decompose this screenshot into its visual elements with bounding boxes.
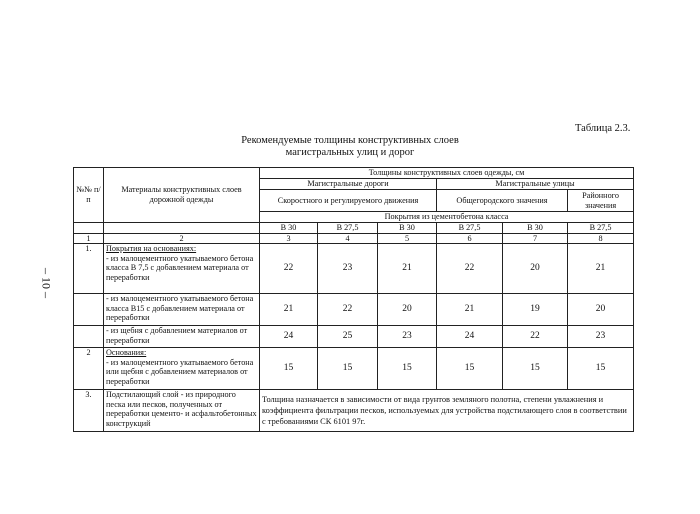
material-cell: - из щебня с добавлением материалов от переработки [104, 326, 260, 348]
value-cell: 21 [568, 244, 634, 294]
material-cell: Подстилающий слой - из природного песка или песков, полученных от переработки цементо- и асфальтобетонных конструкций [104, 390, 260, 432]
value-cell: 15 [568, 348, 634, 390]
table-row [74, 348, 634, 390]
header-thickness-group: Толщины конструктивных слоев одежды, см [260, 168, 634, 179]
value-cell: 22 [318, 294, 378, 326]
class-cell: В 30 [378, 223, 437, 234]
header-city-wide: Общегородского значения [437, 190, 568, 212]
value-cell: 23 [568, 326, 634, 348]
row-number: 3. [74, 390, 104, 432]
table-row [74, 326, 634, 348]
value-cell: 15 [378, 348, 437, 390]
page-subtitle: магистральных улиц и дорог [285, 147, 415, 158]
thickness-table [73, 167, 634, 432]
col-number: 6 [437, 233, 503, 244]
col-number: 7 [503, 233, 568, 244]
material-cell: - из малоцементного укатываемого бетона класса В15 с добавлением материала от переработки [104, 294, 260, 326]
value-cell: 24 [260, 326, 318, 348]
value-cell: 23 [318, 244, 378, 294]
row3-note: Толщина назначается в зависимости от вида грунтов земляного полотна, степени увлажнения и коэффициента фильтрации песков, используемых для устройства подстилающего слоя в соответствии с требованиями СК 6101 97г. [260, 390, 634, 432]
header-roads: Магистральные дороги [260, 179, 437, 190]
row-text: - из малоцементного укатываемого бетона класса В 7,5 с добавлением материала от переработки [106, 253, 254, 282]
page-number: – 10 – [39, 268, 54, 298]
value-cell: 23 [378, 326, 437, 348]
value-cell: 21 [378, 244, 437, 294]
row-number [74, 326, 104, 348]
header-materials: Материалы конструктивных слоев дорожной одежды [104, 168, 260, 223]
header-speed-traffic: Скоростного и регулируемого движения [260, 190, 437, 212]
table-row [74, 244, 634, 294]
row-heading: Покрытия на основаниях: [106, 244, 197, 254]
value-cell: 21 [260, 294, 318, 326]
row-number [74, 294, 104, 326]
value-cell: 25 [318, 326, 378, 348]
class-cell: В 30 [260, 223, 318, 234]
value-cell: 22 [260, 244, 318, 294]
col-number: 5 [378, 233, 437, 244]
class-cell: В 27,5 [568, 223, 634, 234]
table-row [74, 294, 634, 326]
row-heading: Основания: [106, 348, 147, 358]
value-cell: 15 [260, 348, 318, 390]
value-cell: 22 [437, 244, 503, 294]
header-streets: Магистральные улицы [437, 179, 634, 190]
col-number: 3 [260, 233, 318, 244]
material-cell [104, 244, 260, 294]
row-text: - из малоцементного укатываемого бетона или щебня с добавлением материалов от переработки [106, 357, 254, 386]
value-cell: 15 [318, 348, 378, 390]
header-cement-class: Покрытия из цементобетона класса [260, 212, 634, 223]
header-num: №№ п/п [74, 168, 104, 223]
value-cell: 15 [437, 348, 503, 390]
row-number: 2 [74, 348, 104, 390]
row-number: 1. [74, 244, 104, 294]
class-cell: В 27,5 [437, 223, 503, 234]
col-number: 4 [318, 233, 378, 244]
col-number: 2 [104, 233, 260, 244]
value-cell: 21 [437, 294, 503, 326]
table-row [74, 390, 634, 432]
header-district: Районного значения [568, 190, 634, 212]
class-cell: В 27,5 [318, 223, 378, 234]
value-cell: 20 [503, 244, 568, 294]
value-cell: 22 [503, 326, 568, 348]
value-cell: 15 [503, 348, 568, 390]
value-cell: 20 [568, 294, 634, 326]
material-cell [104, 348, 260, 390]
col-number: 1 [74, 233, 104, 244]
table-label: Таблица 2.3. [575, 123, 631, 134]
page-title: Рекомендуемые толщины конструктивных слоев [241, 135, 459, 146]
class-cell: В 30 [503, 223, 568, 234]
value-cell: 19 [503, 294, 568, 326]
value-cell: 24 [437, 326, 503, 348]
col-number: 8 [568, 233, 634, 244]
value-cell: 20 [378, 294, 437, 326]
